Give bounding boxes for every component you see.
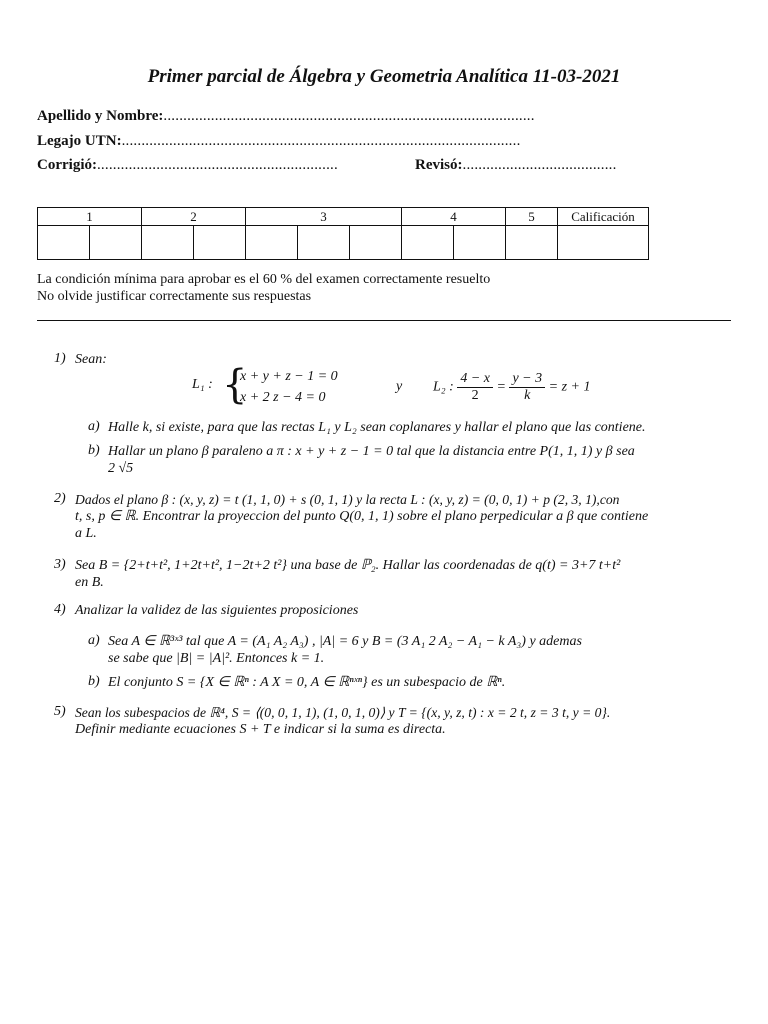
q1b-text-2: 2 √5 [108, 461, 134, 476]
q1b-label: b) [88, 443, 100, 458]
corrigio-blank: ............................................................. [96, 157, 338, 173]
grades-score-row [38, 226, 649, 260]
q3-line-2: en B. [75, 575, 104, 590]
q1-L2-label: L₂ : [433, 379, 454, 395]
note-line-2: No olvide justificar correctamente sus respuestas [37, 289, 312, 304]
q1b-text-1: Hallar un plano β paraleno a π : x + y + z − 1 = 0 tal que la distancia entre P(1, 1, 1) y β sea [108, 444, 635, 459]
q1-L1-eq1: x + y + z − 1 = 0 [240, 369, 338, 384]
grades-header-row [38, 208, 649, 226]
q2-number: 2) [54, 491, 66, 506]
score-cell[interactable] [454, 226, 506, 260]
name-blank: .............................................................................................. [163, 108, 535, 124]
q4b-label: b) [88, 674, 100, 689]
score-cell[interactable] [142, 226, 194, 260]
corrigio-field [37, 157, 338, 174]
q1-and: y [396, 379, 403, 394]
q2-line-2: t, s, p ∈ ℝ. Encontrar la proyeccion del punto Q(0, 1, 1) sobre el plano perpedicular a β que contiene [75, 509, 649, 524]
q4a-line-2: se sabe que |B| = |A|². Entonces k = 1. [108, 651, 325, 666]
q1a-label: a) [88, 419, 100, 434]
q4b-line-1: El conjunto S = {X ∈ ℝⁿ : A X = 0, A ∈ ℝⁿˣⁿ} es un subespacio de ℝⁿ. [108, 675, 506, 690]
grades-header-calificacion: Calificación [558, 208, 649, 226]
q5-number: 5) [54, 704, 66, 719]
legajo-field [37, 133, 521, 150]
grades-header-1: 1 [38, 208, 142, 226]
q1a-text: Halle k, si existe, para que las rectas L₁ y L₂ sean coplanares y hallar el plano que las contiene. [108, 420, 646, 435]
score-cell[interactable] [402, 226, 454, 260]
name-field [37, 108, 535, 125]
score-cell[interactable] [90, 226, 142, 260]
q4-intro: Analizar la validez de las siguientes proposiciones [75, 603, 359, 618]
q5-line-2: Definir mediante ecuaciones S + T e indicar si la suma es directa. [75, 722, 446, 737]
q1-number: 1) [54, 351, 66, 366]
legajo-label: Legajo UTN: [37, 133, 122, 149]
q1-L2-fraction-2: $\frac{y - 3}{k}$ [509, 371, 545, 404]
reviso-field [415, 157, 617, 174]
exam-title: Primer parcial de Álgebra y Geometria Analítica 11-03-2021 [147, 66, 621, 87]
score-cell[interactable] [38, 226, 90, 260]
name-label: Apellido y Nombre: [37, 108, 164, 124]
score-cell[interactable] [506, 226, 558, 260]
q1-L2-equation [433, 371, 590, 404]
reviso-label: Revisó: [415, 157, 463, 173]
score-cell[interactable] [194, 226, 246, 260]
note-line-1: La condición mínima para aprobar es el 60 % del examen correctamente resuelto [37, 272, 491, 287]
score-cell[interactable] [246, 226, 298, 260]
q1-L2-fraction-1: $\frac{4 - x}{2}$ [457, 371, 493, 404]
corrigio-label: Corrigió: [37, 157, 97, 173]
q3-line-1: Sea B = {2+t+t², 1+2t+t², 1−2t+2 t²} una base de ℙ₂. Hallar las coordenadas de q(t) = 3+7 t+t² [75, 558, 621, 573]
q3-number: 3) [54, 557, 66, 572]
q4-number: 4) [54, 602, 66, 617]
score-cell[interactable] [298, 226, 350, 260]
q4a-label: a) [88, 633, 100, 648]
grades-header-5: 5 [506, 208, 558, 226]
grades-table [37, 207, 649, 260]
score-cell[interactable] [350, 226, 402, 260]
q4a-line-1: Sea A ∈ ℝ³ˣ³ tal que A = (A₁ A₂ A₃) , |A| = 6 y B = (3 A₁ 2 A₂ − A₁ − k A₃) y ademas [108, 634, 582, 649]
grades-header-2: 2 [142, 208, 246, 226]
grades-header-4: 4 [402, 208, 506, 226]
q1-L2-equals: = [496, 379, 506, 395]
reviso-blank: ....................................... [462, 157, 617, 173]
grades-header-3: 3 [246, 208, 402, 226]
q1-L1-eq2: x + 2 z − 4 = 0 [240, 390, 326, 405]
q1-L1-label: L₁ : [192, 377, 213, 392]
legajo-blank: ..................................................................................................... [121, 133, 521, 149]
q2-line-3: a L. [75, 526, 97, 541]
q1-intro: Sean: [75, 352, 107, 367]
divider [37, 320, 731, 321]
q2-line-1: Dados el plano β : (x, y, z) = t (1, 1, 0) + s (0, 1, 1) y la recta L : (x, y, z) = (0, 0, 1) + p (2, 3, 1),con [75, 492, 620, 507]
q1-L2-tail: = z + 1 [548, 379, 591, 395]
calificacion-cell[interactable] [558, 226, 649, 260]
q1-left-brace: { [222, 362, 248, 408]
q5-line-1: Sean los subespacios de ℝ⁴, S = ⟨(0, 0, 1, 1), (1, 0, 1, 0)⟩ y T = {(x, y, z, t) : x = 2 t, z = 3 t, y = 0}. [75, 705, 611, 720]
